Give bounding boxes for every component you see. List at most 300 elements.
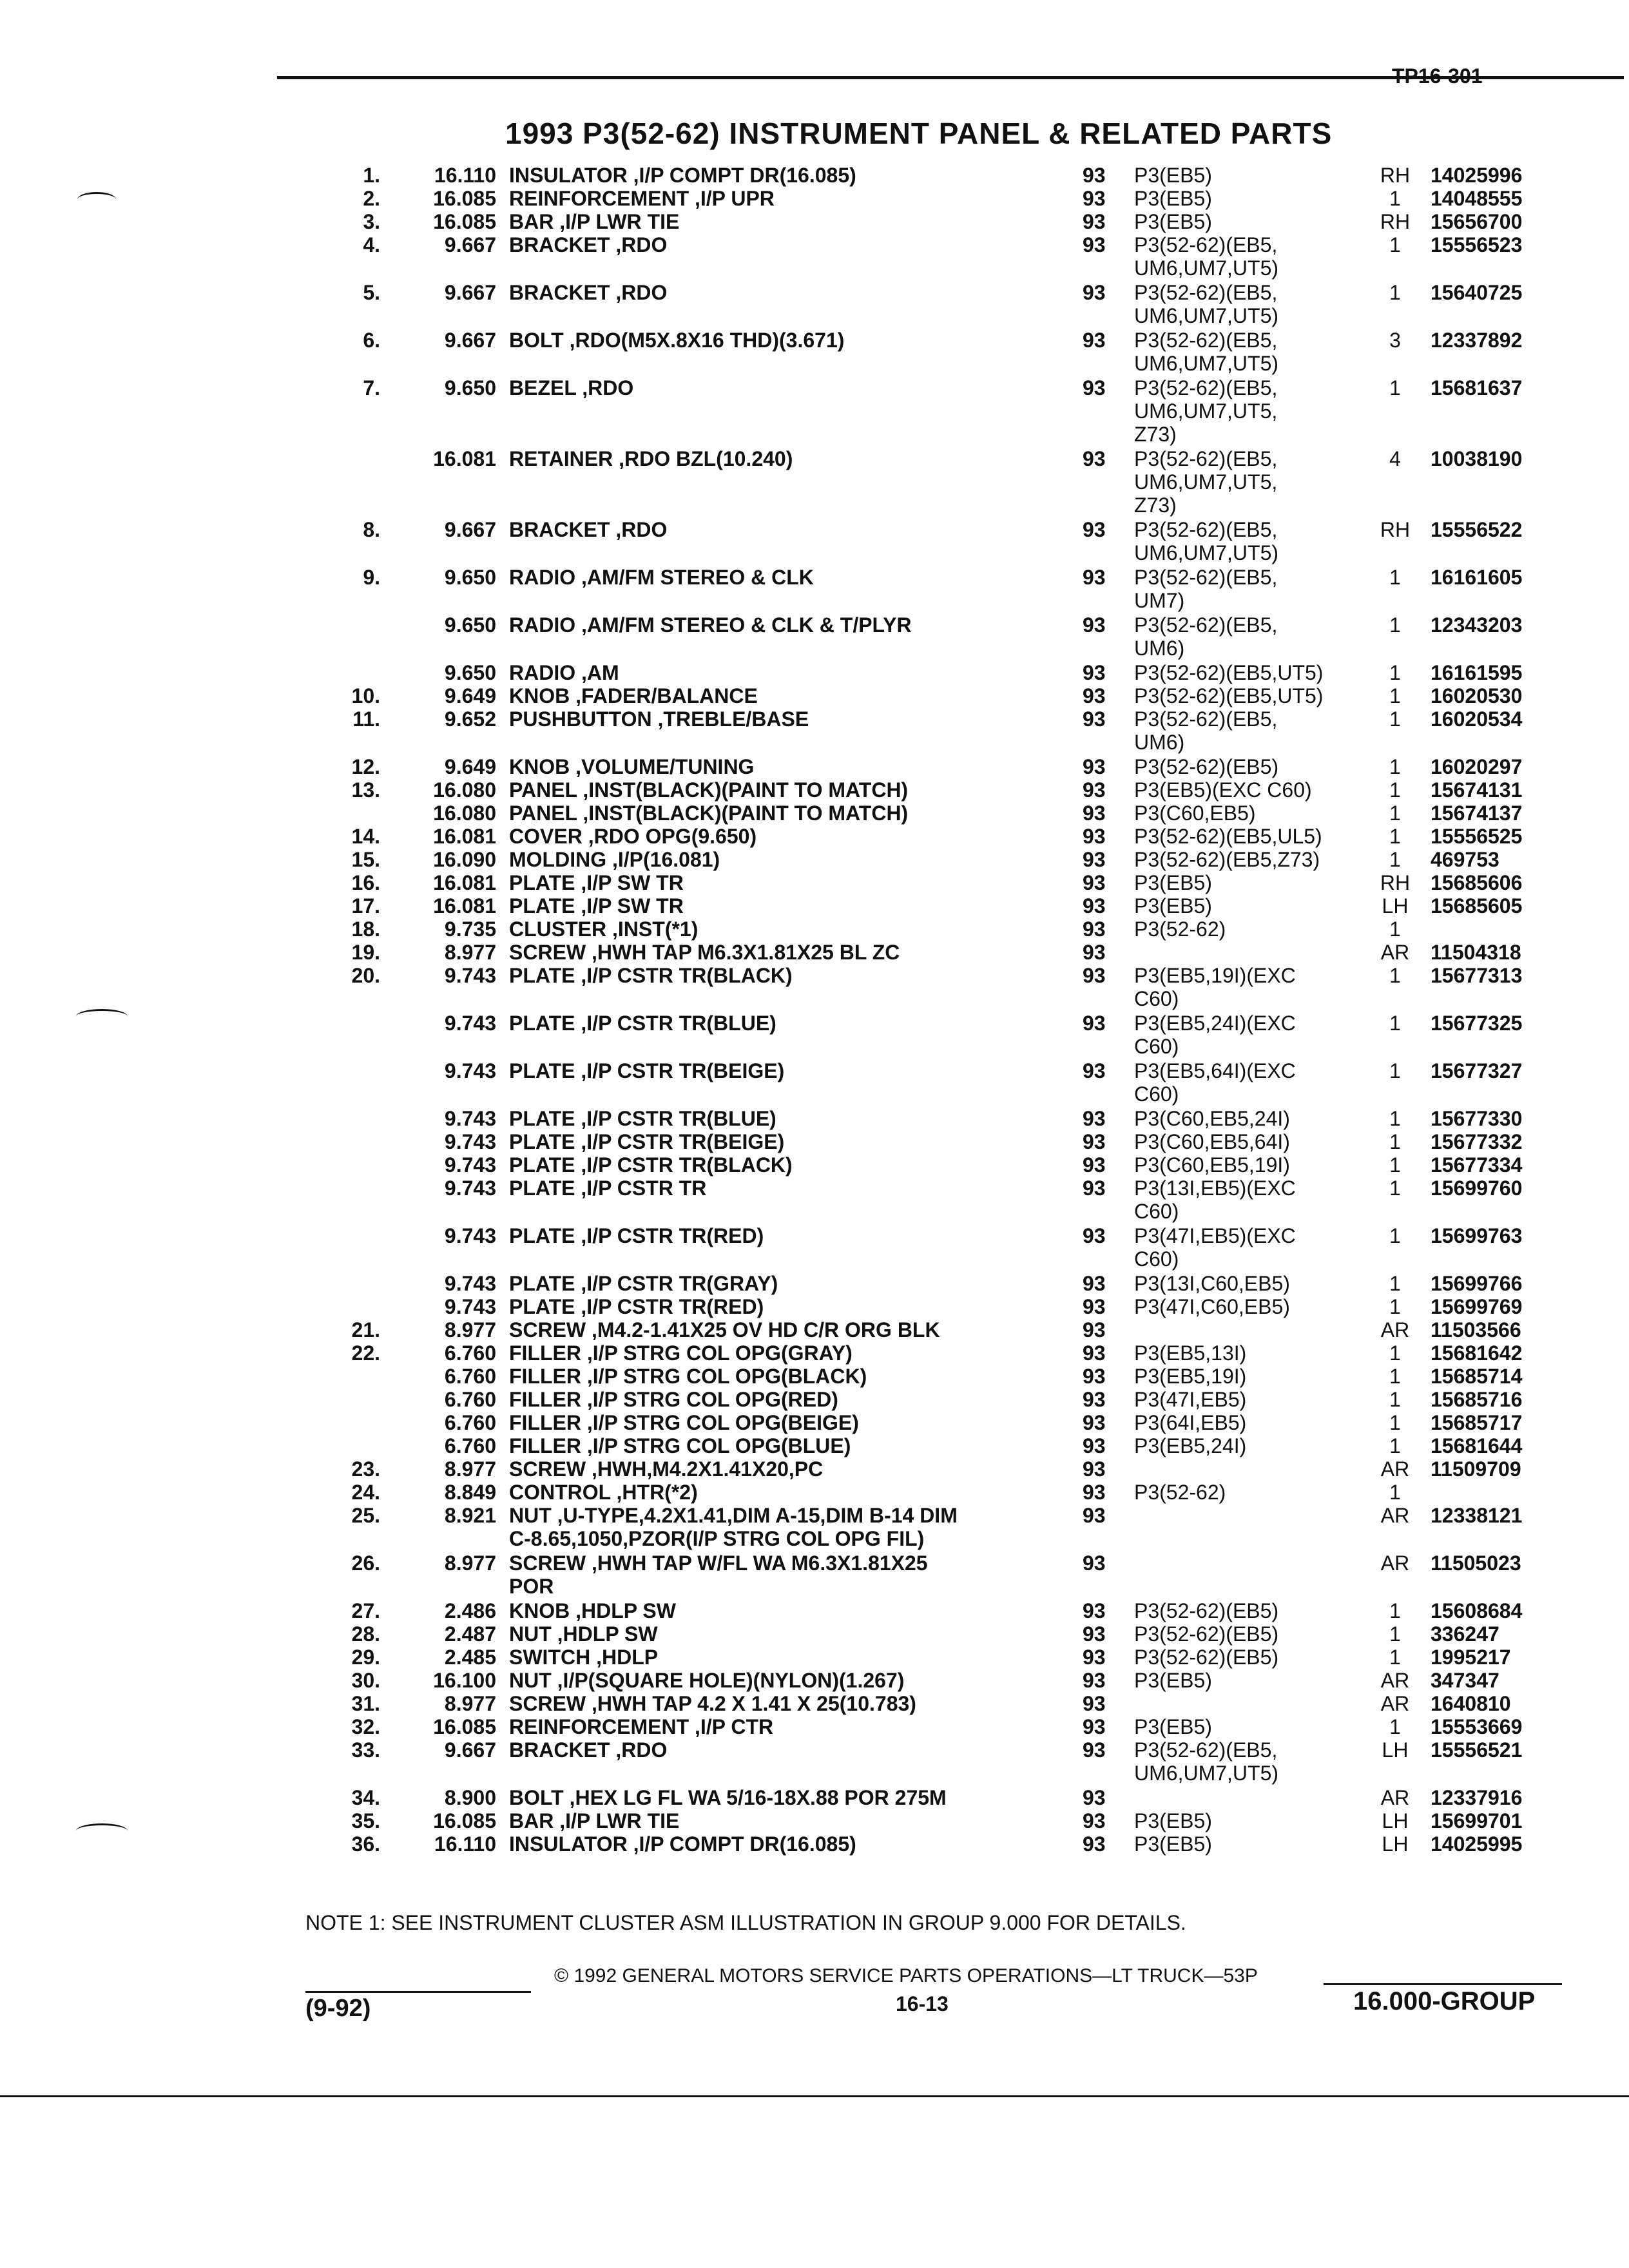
part-number: 15640725 bbox=[1431, 281, 1523, 304]
part-number: 15681637 bbox=[1431, 376, 1523, 399]
quantity: 1 bbox=[1389, 964, 1401, 987]
model-application: P3(EB5,19I)(EXC C60) bbox=[1134, 964, 1296, 1010]
part-description: SCREW ,HWH,M4.2X1.41X20,PC bbox=[509, 1457, 824, 1481]
model-application: P3(EB5,19I) bbox=[1134, 1365, 1247, 1388]
model-application: P3(C60,EB5,64I) bbox=[1134, 1130, 1290, 1153]
item-number: 5. bbox=[363, 281, 380, 304]
part-number: 14025996 bbox=[1431, 164, 1523, 187]
item-number: 31. bbox=[351, 1692, 380, 1715]
model-application: P3(EB5,24I) bbox=[1134, 1434, 1247, 1457]
part-number: 15556521 bbox=[1431, 1738, 1523, 1762]
model-application: P3(52-62)(EB5,UL5) bbox=[1134, 825, 1322, 848]
model-year: 93 bbox=[1083, 329, 1106, 352]
model-year: 93 bbox=[1083, 1599, 1106, 1622]
item-number: 16. bbox=[351, 871, 380, 894]
group-number: 9.743 bbox=[444, 1130, 496, 1153]
part-description: NUT ,HDLP SW bbox=[509, 1622, 658, 1646]
model-application: P3(52-62)(EB5, UM6,UM7,UT5, Z73) bbox=[1134, 447, 1278, 517]
part-number: 336247 bbox=[1431, 1622, 1499, 1646]
model-year: 93 bbox=[1083, 1012, 1106, 1035]
part-number: 15685714 bbox=[1431, 1365, 1523, 1388]
group-number: 16.085 bbox=[433, 210, 496, 233]
item-number: 20. bbox=[351, 964, 380, 987]
model-application: P3(52-62)(EB5, UM6,UM7,UT5) bbox=[1134, 281, 1279, 327]
item-number: 8. bbox=[363, 518, 380, 541]
item-number: 13. bbox=[351, 778, 380, 802]
model-application: P3(13I,C60,EB5) bbox=[1134, 1272, 1290, 1295]
quantity: RH bbox=[1380, 518, 1411, 541]
model-application: P3(52-62)(EB5, UM6,UM7,UT5) bbox=[1134, 233, 1279, 280]
part-description: PLATE ,I/P CSTR TR(BLACK) bbox=[509, 1153, 793, 1177]
model-application: P3(47I,EB5) bbox=[1134, 1388, 1247, 1411]
part-description: COVER ,RDO OPG(9.650) bbox=[509, 825, 757, 848]
part-number: 15685716 bbox=[1431, 1388, 1523, 1411]
model-application: P3(EB5,24I)(EXC C60) bbox=[1134, 1012, 1296, 1058]
part-description: PLATE ,I/P CSTR TR(GRAY) bbox=[509, 1272, 778, 1295]
model-year: 93 bbox=[1083, 210, 1106, 233]
part-number: 15681644 bbox=[1431, 1434, 1523, 1457]
model-application: P3(52-62)(EB5,Z73) bbox=[1134, 848, 1320, 871]
group-number: 9.650 bbox=[444, 376, 496, 399]
part-number: 15685717 bbox=[1431, 1411, 1523, 1434]
part-number: 469753 bbox=[1431, 848, 1499, 871]
group-number: 9.743 bbox=[444, 1272, 496, 1295]
part-description: PLATE ,I/P SW TR bbox=[509, 894, 684, 918]
quantity: 1 bbox=[1389, 778, 1401, 802]
model-year: 93 bbox=[1083, 1809, 1106, 1832]
model-year: 93 bbox=[1083, 1738, 1106, 1762]
quantity: 1 bbox=[1389, 566, 1401, 589]
part-number: 15656700 bbox=[1431, 210, 1523, 233]
part-description: KNOB ,VOLUME/TUNING bbox=[509, 755, 755, 778]
model-application: P3(EB5) bbox=[1134, 871, 1212, 894]
model-year: 93 bbox=[1083, 778, 1106, 802]
group-number: 9.743 bbox=[444, 964, 496, 987]
item-number: 35. bbox=[351, 1809, 380, 1832]
part-number: 15556525 bbox=[1431, 825, 1523, 848]
group-number: 6.760 bbox=[444, 1434, 496, 1457]
part-number: 15699760 bbox=[1431, 1177, 1523, 1200]
part-description: SCREW ,HWH TAP 4.2 X 1.41 X 25(10.783) bbox=[509, 1692, 916, 1715]
part-description: INSULATOR ,I/P COMPT DR(16.085) bbox=[509, 164, 856, 187]
item-number: 32. bbox=[351, 1715, 380, 1738]
part-description: PLATE ,I/P CSTR TR(RED) bbox=[509, 1224, 764, 1247]
item-number: 17. bbox=[351, 894, 380, 918]
model-application: P3(52-62)(EB5, UM6) bbox=[1134, 707, 1278, 754]
item-number: 21. bbox=[351, 1318, 380, 1341]
group-number: 9.652 bbox=[444, 707, 496, 731]
model-year: 93 bbox=[1083, 964, 1106, 987]
item-number: 22. bbox=[351, 1341, 380, 1365]
group-number: 16.085 bbox=[433, 1715, 496, 1738]
part-number: 15677332 bbox=[1431, 1130, 1523, 1153]
quantity: 1 bbox=[1389, 1622, 1401, 1646]
model-application: P3(C60,EB5) bbox=[1134, 802, 1256, 825]
group-number: 16.081 bbox=[433, 894, 496, 918]
page-title: 1993 P3(52-62) INSTRUMENT PANEL & RELATED PARTS bbox=[505, 117, 1333, 150]
part-description: PANEL ,INST(BLACK)(PAINT TO MATCH) bbox=[509, 802, 909, 825]
footer-page-number: 16-13 bbox=[896, 1992, 949, 2015]
item-number: 30. bbox=[351, 1669, 380, 1692]
quantity: 1 bbox=[1389, 1059, 1401, 1082]
model-year: 93 bbox=[1083, 1272, 1106, 1295]
part-description: RADIO ,AM/FM STEREO & CLK & T/PLYR bbox=[509, 613, 912, 637]
part-description: PLATE ,I/P CSTR TR(BLUE) bbox=[509, 1107, 776, 1130]
model-year: 93 bbox=[1083, 187, 1106, 210]
part-description: RETAINER ,RDO BZL(10.240) bbox=[509, 447, 793, 470]
model-application: P3(52-62)(EB5, UM7) bbox=[1134, 566, 1278, 612]
model-year: 93 bbox=[1083, 707, 1106, 731]
item-number: 29. bbox=[351, 1646, 380, 1669]
model-application: P3(EB5) bbox=[1134, 187, 1212, 210]
group-number: 9.667 bbox=[444, 1738, 496, 1762]
part-description: NUT ,I/P(SQUARE HOLE)(NYLON)(1.267) bbox=[509, 1669, 905, 1692]
group-number: 9.667 bbox=[444, 329, 496, 352]
model-application: P3(EB5,64I)(EXC C60) bbox=[1134, 1059, 1296, 1106]
group-number: 8.900 bbox=[444, 1786, 496, 1809]
model-year: 93 bbox=[1083, 1692, 1106, 1715]
quantity: RH bbox=[1380, 164, 1411, 187]
part-description: KNOB ,FADER/BALANCE bbox=[509, 684, 758, 707]
model-application: P3(52-62) bbox=[1134, 1481, 1226, 1504]
part-number: 15677313 bbox=[1431, 964, 1523, 987]
quantity: 1 bbox=[1389, 1481, 1401, 1504]
item-number: 11. bbox=[352, 707, 380, 731]
part-number: 14048555 bbox=[1431, 187, 1523, 210]
part-description: BEZEL ,RDO bbox=[509, 376, 634, 399]
group-number: 9.667 bbox=[444, 281, 496, 304]
part-description: PLATE ,I/P SW TR bbox=[509, 871, 684, 894]
part-number: 15685606 bbox=[1431, 871, 1523, 894]
group-number: 16.080 bbox=[433, 802, 496, 825]
group-number: 9.649 bbox=[444, 684, 496, 707]
part-description: BRACKET ,RDO bbox=[509, 518, 668, 541]
part-number: 15556522 bbox=[1431, 518, 1523, 541]
quantity: AR bbox=[1380, 1786, 1410, 1809]
part-number: 15677325 bbox=[1431, 1012, 1523, 1035]
group-number: 16.085 bbox=[433, 1809, 496, 1832]
model-application: P3(52-62)(EB5, UM6,UM7,UT5) bbox=[1134, 1738, 1279, 1785]
bottom-rule bbox=[0, 2095, 1629, 2097]
model-year: 93 bbox=[1083, 1552, 1106, 1575]
quantity: 1 bbox=[1389, 613, 1401, 637]
item-number: 9. bbox=[363, 566, 380, 589]
quantity: AR bbox=[1380, 1669, 1410, 1692]
model-year: 93 bbox=[1083, 661, 1106, 684]
quantity: AR bbox=[1380, 1692, 1410, 1715]
model-application: P3(EB5) bbox=[1134, 894, 1212, 918]
model-application: P3(52-62)(EB5, UM6,UM7,UT5) bbox=[1134, 329, 1279, 375]
model-year: 93 bbox=[1083, 1153, 1106, 1177]
part-number: 15677327 bbox=[1431, 1059, 1523, 1082]
group-number: 16.081 bbox=[433, 825, 496, 848]
part-description: BRACKET ,RDO bbox=[509, 1738, 668, 1762]
part-description: BAR ,I/P LWR TIE bbox=[509, 210, 680, 233]
model-year: 93 bbox=[1083, 447, 1106, 470]
model-year: 93 bbox=[1083, 1786, 1106, 1809]
model-application: P3(52-62)(EB5,UT5) bbox=[1134, 661, 1324, 684]
quantity: LH bbox=[1382, 1809, 1409, 1832]
model-application: P3(EB5) bbox=[1134, 164, 1212, 187]
item-number: 14. bbox=[351, 825, 380, 848]
part-description: INSULATOR ,I/P COMPT DR(16.085) bbox=[509, 1832, 856, 1856]
model-year: 93 bbox=[1083, 376, 1106, 399]
quantity: 1 bbox=[1389, 233, 1401, 256]
model-application: P3(64I,EB5) bbox=[1134, 1411, 1247, 1434]
model-year: 93 bbox=[1083, 1365, 1106, 1388]
group-number: 2.487 bbox=[444, 1622, 496, 1646]
part-number: 14025995 bbox=[1431, 1832, 1523, 1856]
part-number: 16161605 bbox=[1431, 566, 1523, 589]
model-year: 93 bbox=[1083, 1715, 1106, 1738]
model-year: 93 bbox=[1083, 1388, 1106, 1411]
quantity: 1 bbox=[1389, 1411, 1401, 1434]
part-number: 12338121 bbox=[1431, 1504, 1523, 1527]
quantity: 1 bbox=[1389, 1341, 1401, 1365]
group-number: 16.110 bbox=[434, 164, 496, 187]
part-description: PLATE ,I/P CSTR TR(BEIGE) bbox=[509, 1059, 785, 1082]
group-number: 6.760 bbox=[444, 1341, 496, 1365]
quantity: LH bbox=[1382, 1832, 1409, 1856]
part-description: PLATE ,I/P CSTR TR(RED) bbox=[509, 1295, 764, 1318]
part-number: 12337892 bbox=[1431, 329, 1523, 352]
part-description: CLUSTER ,INST(*1) bbox=[509, 918, 699, 941]
part-description: BRACKET ,RDO bbox=[509, 233, 668, 256]
part-description: SCREW ,HWH TAP M6.3X1.81X25 BL ZC bbox=[509, 941, 900, 964]
part-description: FILLER ,I/P STRG COL OPG(BLACK) bbox=[509, 1365, 867, 1388]
item-number: 19. bbox=[351, 941, 380, 964]
model-application: P3(EB5) bbox=[1134, 1809, 1212, 1832]
part-number: 15553669 bbox=[1431, 1715, 1523, 1738]
group-number: 9.667 bbox=[444, 518, 496, 541]
quantity: 1 bbox=[1389, 1272, 1401, 1295]
quantity: 1 bbox=[1389, 1365, 1401, 1388]
group-number: 9.650 bbox=[444, 661, 496, 684]
group-number: 16.081 bbox=[433, 447, 496, 470]
quantity: 1 bbox=[1389, 918, 1401, 941]
item-number: 18. bbox=[351, 918, 380, 941]
part-number: 16020297 bbox=[1431, 755, 1523, 778]
model-application: P3(EB5) bbox=[1134, 1669, 1212, 1692]
model-year: 93 bbox=[1083, 755, 1106, 778]
quantity: 1 bbox=[1389, 1434, 1401, 1457]
model-application: P3(47I,EB5)(EXC C60) bbox=[1134, 1224, 1296, 1271]
model-application: P3(52-62)(EB5, UM6) bbox=[1134, 613, 1278, 660]
model-year: 93 bbox=[1083, 1295, 1106, 1318]
group-number: 9.743 bbox=[444, 1153, 496, 1177]
part-description: PLATE ,I/P CSTR TR(BLUE) bbox=[509, 1012, 776, 1035]
part-number: 10038190 bbox=[1431, 447, 1523, 470]
model-year: 93 bbox=[1083, 1411, 1106, 1434]
part-number: 12337916 bbox=[1431, 1786, 1523, 1809]
part-description: RADIO ,AM bbox=[509, 661, 619, 684]
model-year: 93 bbox=[1083, 1646, 1106, 1669]
quantity: 1 bbox=[1389, 1388, 1401, 1411]
part-number: 11504318 bbox=[1431, 941, 1521, 964]
item-number: 36. bbox=[351, 1832, 380, 1856]
part-number: 11503566 bbox=[1431, 1318, 1521, 1341]
footer-copyright: © 1992 GENERAL MOTORS SERVICE PARTS OPERATIONS—LT TRUCK—53P bbox=[554, 1965, 1258, 1986]
group-number: 9.743 bbox=[444, 1059, 496, 1082]
group-number: 8.849 bbox=[444, 1481, 496, 1504]
quantity: 1 bbox=[1389, 848, 1401, 871]
model-year: 93 bbox=[1083, 566, 1106, 589]
group-number: 6.760 bbox=[444, 1388, 496, 1411]
part-number: 15608684 bbox=[1431, 1599, 1523, 1622]
quantity: 1 bbox=[1389, 1224, 1401, 1247]
part-number: 1640810 bbox=[1431, 1692, 1511, 1715]
group-number: 16.085 bbox=[433, 187, 496, 210]
group-number: 8.977 bbox=[444, 1692, 496, 1715]
part-number: 15699769 bbox=[1431, 1295, 1523, 1318]
group-number: 2.486 bbox=[444, 1599, 496, 1622]
item-number: 3. bbox=[363, 210, 380, 233]
model-application: P3(EB5)(EXC C60) bbox=[1134, 778, 1312, 802]
model-application: P3(52-62) bbox=[1134, 918, 1226, 941]
part-number: 16020530 bbox=[1431, 684, 1523, 707]
part-number: 15681642 bbox=[1431, 1341, 1523, 1365]
quantity: 1 bbox=[1389, 802, 1401, 825]
group-number: 16.090 bbox=[433, 848, 496, 871]
part-description: NUT ,U-TYPE,4.2X1.41,DIM A-15,DIM B-14 DIM C-8.65,1050,PZOR(I/P STRG COL OPG FIL) bbox=[509, 1504, 958, 1550]
quantity: RH bbox=[1380, 871, 1411, 894]
quantity: AR bbox=[1380, 1457, 1410, 1481]
item-number: 26. bbox=[351, 1552, 380, 1575]
part-number: 12343203 bbox=[1431, 613, 1523, 637]
item-number: 10. bbox=[351, 684, 380, 707]
model-year: 93 bbox=[1083, 941, 1106, 964]
part-description: BOLT ,RDO(M5X.8X16 THD)(3.671) bbox=[509, 329, 845, 352]
quantity: 1 bbox=[1389, 707, 1401, 731]
part-description: CONTROL ,HTR(*2) bbox=[509, 1481, 698, 1504]
quantity: 1 bbox=[1389, 1599, 1401, 1622]
quantity: 1 bbox=[1389, 661, 1401, 684]
group-number: 8.921 bbox=[444, 1504, 496, 1527]
footer-rule-right bbox=[1324, 1983, 1562, 1985]
model-year: 93 bbox=[1083, 1622, 1106, 1646]
part-number: 16020534 bbox=[1431, 707, 1523, 731]
quantity: 1 bbox=[1389, 1715, 1401, 1738]
quantity: 1 bbox=[1389, 755, 1401, 778]
part-description: SWITCH ,HDLP bbox=[509, 1646, 659, 1669]
quantity: 1 bbox=[1389, 1012, 1401, 1035]
part-description: FILLER ,I/P STRG COL OPG(BLUE) bbox=[509, 1434, 851, 1457]
footer-group: 16.000-GROUP bbox=[1353, 1987, 1536, 2015]
part-description: PLATE ,I/P CSTR TR bbox=[509, 1177, 707, 1200]
group-number: 2.485 bbox=[444, 1646, 496, 1669]
quantity: 1 bbox=[1389, 684, 1401, 707]
model-year: 93 bbox=[1083, 1481, 1106, 1504]
part-description: RADIO ,AM/FM STEREO & CLK bbox=[509, 566, 814, 589]
item-number: 25. bbox=[351, 1504, 380, 1527]
group-number: 9.650 bbox=[444, 566, 496, 589]
group-number: 8.977 bbox=[444, 1552, 496, 1575]
group-number: 9.743 bbox=[444, 1224, 496, 1247]
model-application: P3(52-62)(EB5) bbox=[1134, 755, 1279, 778]
quantity: LH bbox=[1382, 894, 1409, 918]
quantity: 1 bbox=[1389, 1646, 1401, 1669]
part-number: 1995217 bbox=[1431, 1646, 1511, 1669]
quantity: 3 bbox=[1389, 329, 1401, 352]
quantity: 1 bbox=[1389, 376, 1401, 399]
model-year: 93 bbox=[1083, 1107, 1106, 1130]
part-number: 15699763 bbox=[1431, 1224, 1523, 1247]
quantity: 1 bbox=[1389, 825, 1401, 848]
quantity: AR bbox=[1380, 1318, 1410, 1341]
model-year: 93 bbox=[1083, 684, 1106, 707]
item-number: 12. bbox=[351, 755, 380, 778]
group-number: 9.667 bbox=[444, 233, 496, 256]
group-number: 9.743 bbox=[444, 1295, 496, 1318]
part-description: FILLER ,I/P STRG COL OPG(GRAY) bbox=[509, 1341, 853, 1365]
item-number: 23. bbox=[351, 1457, 380, 1481]
model-application: P3(47I,C60,EB5) bbox=[1134, 1295, 1290, 1318]
model-application: P3(EB5) bbox=[1134, 210, 1212, 233]
quantity: 1 bbox=[1389, 1107, 1401, 1130]
model-application: P3(52-62)(EB5,UT5) bbox=[1134, 684, 1324, 707]
part-number: 15674131 bbox=[1431, 778, 1523, 802]
model-year: 93 bbox=[1083, 825, 1106, 848]
part-description: PLATE ,I/P CSTR TR(BLACK) bbox=[509, 964, 793, 987]
model-application: P3(C60,EB5,19I) bbox=[1134, 1153, 1290, 1177]
item-number: 6. bbox=[363, 329, 380, 352]
part-description: FILLER ,I/P STRG COL OPG(RED) bbox=[509, 1388, 838, 1411]
model-year: 93 bbox=[1083, 1318, 1106, 1341]
item-number: 4. bbox=[363, 233, 380, 256]
model-year: 93 bbox=[1083, 1669, 1106, 1692]
model-application: P3(EB5,13I) bbox=[1134, 1341, 1247, 1365]
quantity: 1 bbox=[1389, 1130, 1401, 1153]
quantity: AR bbox=[1380, 1504, 1410, 1527]
group-number: 8.977 bbox=[444, 941, 496, 964]
model-year: 93 bbox=[1083, 1457, 1106, 1481]
model-year: 93 bbox=[1083, 281, 1106, 304]
quantity: AR bbox=[1380, 1552, 1410, 1575]
quantity: 1 bbox=[1389, 1153, 1401, 1177]
model-year: 93 bbox=[1083, 1224, 1106, 1247]
model-year: 93 bbox=[1083, 613, 1106, 637]
group-number: 6.760 bbox=[444, 1411, 496, 1434]
part-number: 15677334 bbox=[1431, 1153, 1523, 1177]
group-number: 9.743 bbox=[444, 1107, 496, 1130]
group-number: 16.080 bbox=[433, 778, 496, 802]
group-number: 9.735 bbox=[444, 918, 496, 941]
footnote: NOTE 1: SEE INSTRUMENT CLUSTER ASM ILLUSTRATION IN GROUP 9.000 FOR DETAILS. bbox=[305, 1911, 1186, 1934]
part-description: MOLDING ,I/P(16.081) bbox=[509, 848, 720, 871]
item-number: 7. bbox=[363, 376, 380, 399]
model-application: P3(C60,EB5,24I) bbox=[1134, 1107, 1290, 1130]
quantity: 1 bbox=[1389, 1295, 1401, 1318]
item-number: 28. bbox=[351, 1622, 380, 1646]
part-description: PANEL ,INST(BLACK)(PAINT TO MATCH) bbox=[509, 778, 909, 802]
model-year: 93 bbox=[1083, 1504, 1106, 1527]
group-number: 16.110 bbox=[434, 1832, 496, 1856]
model-year: 93 bbox=[1083, 1177, 1106, 1200]
model-application: P3(52-62)(EB5) bbox=[1134, 1599, 1279, 1622]
quantity: AR bbox=[1380, 941, 1410, 964]
part-number: 11509709 bbox=[1431, 1457, 1521, 1481]
part-description: KNOB ,HDLP SW bbox=[509, 1599, 676, 1622]
model-year: 93 bbox=[1083, 848, 1106, 871]
item-number: 33. bbox=[351, 1738, 380, 1762]
part-description: BOLT ,HEX LG FL WA 5/16-18X.88 POR 275M bbox=[509, 1786, 947, 1809]
part-description: PUSHBUTTON ,TREBLE/BASE bbox=[509, 707, 809, 731]
group-number: 9.649 bbox=[444, 755, 496, 778]
part-number: 16161595 bbox=[1431, 661, 1523, 684]
item-number: 15. bbox=[351, 848, 380, 871]
quantity: 1 bbox=[1389, 281, 1401, 304]
part-number: 15699766 bbox=[1431, 1272, 1523, 1295]
